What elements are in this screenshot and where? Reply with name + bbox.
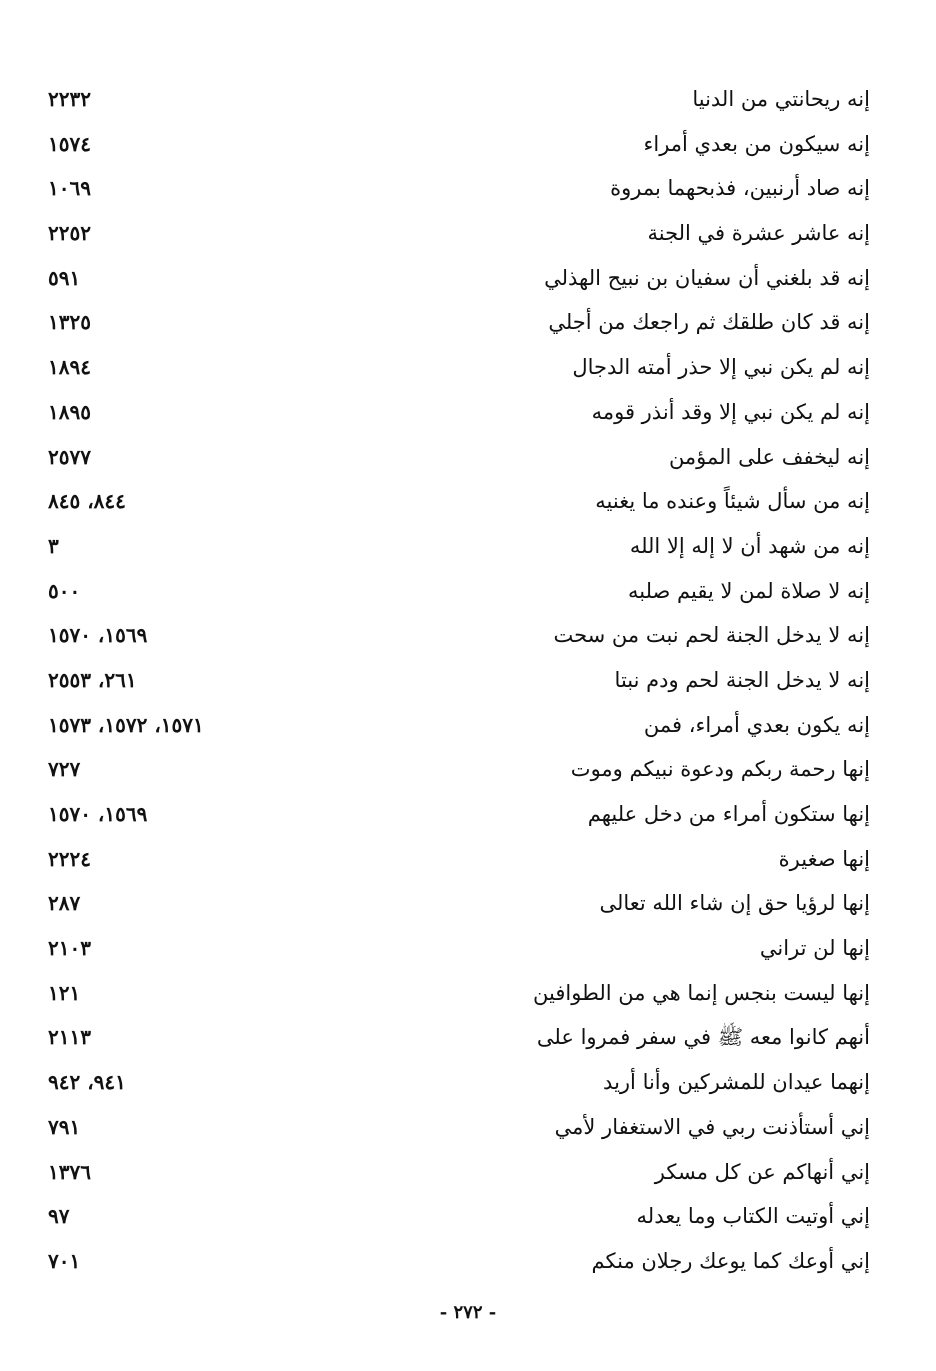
- hadith-reference-numbers: ٣: [48, 533, 59, 558]
- hadith-text: إنها لرؤيا حق إن شاء الله تعالى: [599, 891, 870, 916]
- index-entry: [40, 792, 870, 837]
- hadith-reference-numbers: ١٥٦٩، ١٥٧٠: [48, 623, 148, 648]
- index-entry: [40, 77, 870, 122]
- hadith-text: إنه ريحانتي من الدنيا: [692, 87, 870, 111]
- hadith-reference-numbers: ٢٢٥٢: [48, 221, 91, 246]
- index-entry: [40, 1105, 870, 1150]
- index-entry: [40, 211, 870, 256]
- index-entry: [40, 1239, 870, 1284]
- hadith-reference-numbers: ٢٦١، ٢٥٥٣: [48, 667, 137, 692]
- hadith-reference-numbers: ٢٢٣٢: [48, 87, 91, 111]
- hadith-text: إنها ليست بنجس إنما هي من الطوافين: [533, 980, 870, 1005]
- hadith-index-list: [40, 77, 870, 1284]
- hadith-text: إنه لا يدخل الجنة لحم ودم نبتا: [614, 667, 870, 692]
- page-number: - ٢٧٢ -: [439, 1302, 497, 1323]
- hadith-reference-numbers: ١٠٦٩: [48, 176, 91, 201]
- hadith-reference-numbers: ٨٤٤، ٨٤٥: [48, 489, 126, 514]
- hadith-reference-numbers: ١٨٩٥: [48, 399, 91, 424]
- hadith-reference-numbers: ١٢١: [48, 980, 81, 1005]
- hadith-reference-numbers: ٥٩١: [48, 265, 81, 290]
- index-entry: [40, 435, 870, 480]
- hadith-text: إنه لا يدخل الجنة لحم نبت من سحت: [553, 623, 870, 648]
- hadith-text: إنه يكون بعدي أمراء، فمن: [643, 712, 870, 737]
- index-entry: [40, 1060, 870, 1105]
- index-entry: [40, 613, 870, 658]
- hadith-reference-numbers: ١٨٩٤: [48, 355, 91, 380]
- hadith-reference-numbers: ٧٢٧: [48, 757, 81, 782]
- hadith-reference-numbers: ٧٩١: [48, 1114, 81, 1139]
- hadith-text: إنه صاد أرنبين، فذبحهما بمروة: [610, 176, 870, 201]
- hadith-reference-numbers: ١٣٢٥: [48, 310, 91, 335]
- hadith-reference-numbers: ١٥٧١، ١٥٧٢، ١٥٧٣: [48, 712, 204, 737]
- index-entry: [40, 390, 870, 435]
- index-entry: [40, 926, 870, 971]
- hadith-text: إنه لم يكن نبي إلا حذر أمته الدجال: [572, 355, 870, 380]
- hadith-reference-numbers: ٢١١٣: [48, 1025, 91, 1050]
- hadith-text: إنه من سأل شيئاً وعنده ما يغنيه: [595, 489, 870, 514]
- index-entry: [40, 703, 870, 748]
- index-entry: [40, 658, 870, 703]
- hadith-reference-numbers: ٧٠١: [48, 1248, 81, 1273]
- hadith-text: إني أوتيت الكتاب وما يعدله: [636, 1204, 870, 1229]
- hadith-reference-numbers: ٩٤١، ٩٤٢: [48, 1070, 126, 1095]
- index-entry: [40, 256, 870, 301]
- index-entry: [40, 345, 870, 390]
- hadith-text: إنه عاشر عشرة في الجنة: [647, 221, 870, 246]
- hadith-text: إنها لن تراني: [759, 936, 870, 961]
- index-entry: [40, 837, 870, 882]
- index-entry: [40, 300, 870, 345]
- hadith-text: إنه سيكون من بعدي أمراء: [643, 131, 870, 156]
- hadith-text: إنه قد كان طلقك ثم راجعك من أجلي: [548, 310, 870, 335]
- index-entry: [40, 524, 870, 569]
- index-entry: [40, 569, 870, 614]
- index-entry: [40, 881, 870, 926]
- index-entry: [40, 747, 870, 792]
- hadith-reference-numbers: ٢٨٧: [48, 891, 81, 916]
- hadith-reference-numbers: ٢٢٢٤: [48, 846, 91, 871]
- hadith-text: إنها ستكون أمراء من دخل عليهم: [587, 802, 870, 826]
- hadith-text: إنه قد بلغني أن سفيان بن نبيح الهذلي: [544, 265, 870, 290]
- hadith-reference-numbers: ١٥٧٤: [48, 131, 91, 156]
- hadith-text: إني أوعك كما يوعك رجلان منكم: [591, 1248, 870, 1273]
- hadith-reference-numbers: ٢١٠٣: [48, 936, 91, 961]
- hadith-text: إني أنهاكم عن كل مسكر: [654, 1159, 870, 1184]
- index-entry: [40, 1150, 870, 1195]
- hadith-text: إنها صغيرة: [778, 846, 870, 871]
- hadith-text: إنه من شهد أن لا إله إلا الله: [629, 533, 870, 558]
- hadith-text: أنهم كانوا معه ﷺ في سفر فمروا على: [536, 1025, 870, 1050]
- hadith-reference-numbers: ٢٥٧٧: [48, 444, 91, 469]
- hadith-text: إنه لا صلاة لمن لا يقيم صلبه: [628, 578, 870, 603]
- hadith-reference-numbers: ١٣٧٦: [48, 1159, 91, 1184]
- hadith-text: إني أستأذنت ربي في الاستغفار لأمي: [554, 1114, 870, 1139]
- hadith-text: إنهما عيدان للمشركين وأنا أريد: [603, 1070, 870, 1095]
- index-entry: [40, 479, 870, 524]
- hadith-reference-numbers: ١٥٦٩، ١٥٧٠: [48, 802, 148, 826]
- hadith-text: إنها رحمة ربكم ودعوة نبيكم وموت: [570, 757, 870, 782]
- index-entry: [40, 1015, 870, 1060]
- index-entry: [40, 122, 870, 167]
- index-entry: [40, 971, 870, 1016]
- hadith-reference-numbers: ٩٧: [48, 1204, 70, 1229]
- index-entry: [40, 166, 870, 211]
- hadith-text: إنه لم يكن نبي إلا وقد أنذر قومه: [591, 399, 870, 424]
- hadith-reference-numbers: ٥٠٠: [48, 578, 81, 603]
- index-entry: [40, 1194, 870, 1239]
- hadith-text: إنه ليخفف على المؤمن: [668, 444, 870, 469]
